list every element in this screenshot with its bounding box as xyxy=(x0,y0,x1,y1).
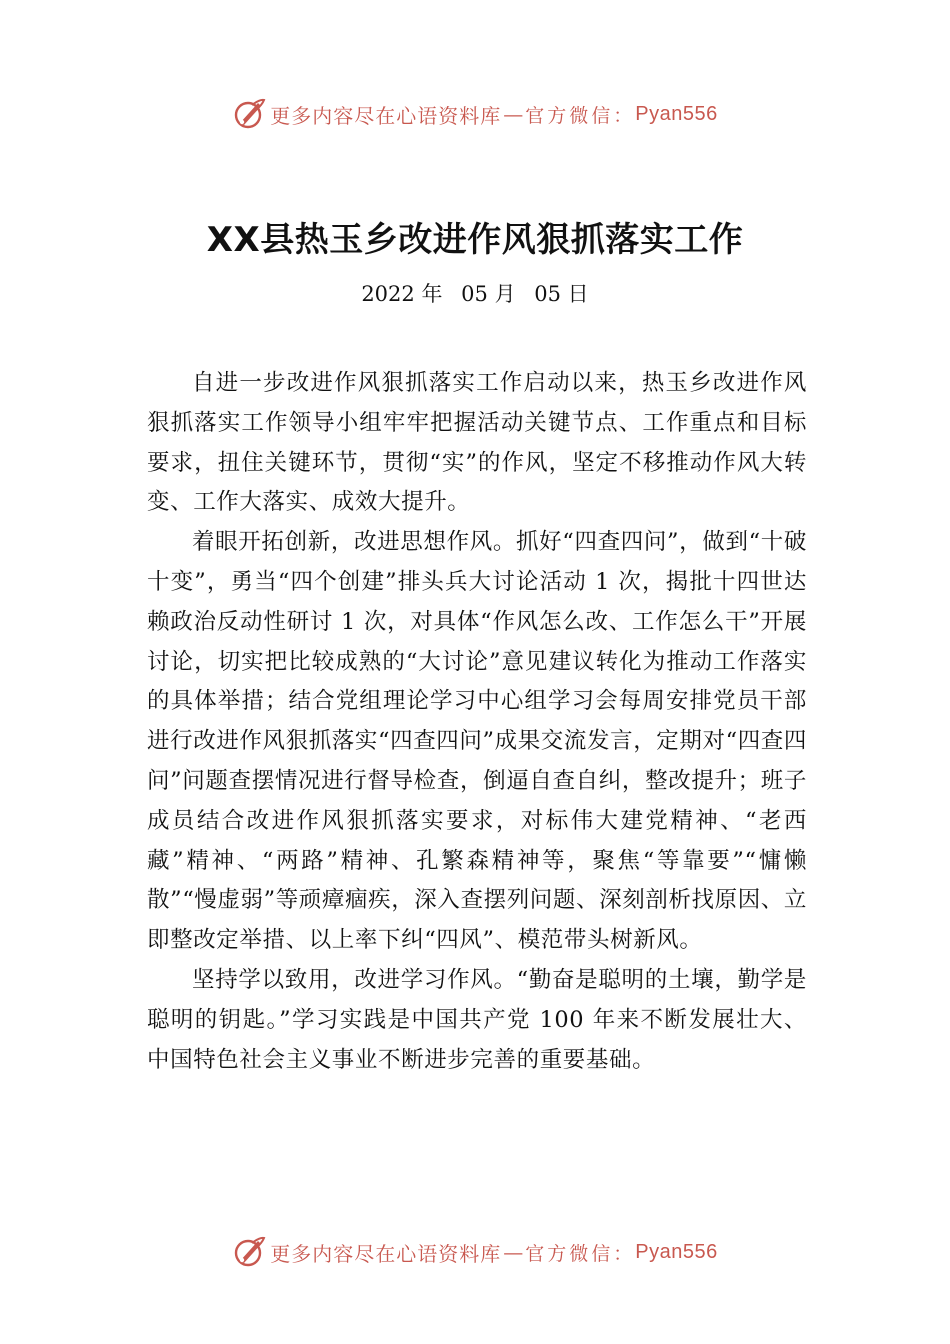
document-title: XX县热玉乡改进作风狠抓落实工作 xyxy=(206,220,744,260)
banner-separator: — xyxy=(503,1240,524,1264)
date-year: 2022 年 xyxy=(361,282,443,306)
banner-wechat-label: 官方微信： xyxy=(525,1242,636,1265)
banner-separator: — xyxy=(503,102,524,126)
date-day: 05 日 xyxy=(534,282,589,306)
date-month: 05 月 xyxy=(461,282,516,306)
quill-logo-icon xyxy=(232,97,266,131)
banner-wechat-id: Pyan556 xyxy=(635,1240,718,1263)
footer-watermark-banner xyxy=(0,1232,950,1272)
document-body xyxy=(147,364,807,1080)
banner-text: 更多内容尽在心语资料库 xyxy=(270,103,502,128)
document-date xyxy=(0,278,950,308)
quill-logo-icon xyxy=(232,1235,266,1269)
header-watermark-banner xyxy=(0,94,950,134)
body-paragraph: 自进一步改进作风狠抓落实工作启动以来，热玉乡改进作风狠抓落实工作领导小组牢牢把握活动关键节点、工作重点和目标要求，扭住关键环节，贯彻“实”的作风，坚定不移推动作风大转变、工作大落实、成效大提升。 xyxy=(147,370,807,516)
banner-text: 更多内容尽在心语资料库 xyxy=(270,1241,502,1266)
banner-wechat-id: Pyan556 xyxy=(635,102,718,125)
body-paragraph: 着眼开拓创新，改进思想作风。抓好“四查四问”，做到“十破十变”，勇当“四个创建”排头兵大讨论活动 1 次，揭批十四世达赖政治反动性研讨 1 次，对具体“作风怎么改、工作怎么干”开展讨论，切实把比较成熟的“大讨论”意见建议转化为推动工作落实的具体举措；结合党组理论学习中心组学习会每周安排党员干部进行改进作风狠抓落实“四查四问”成果交流发言，定期对“四查四问”问题查摆情况进行督导检查，倒逼自查自纠，整改提升；班子成员结合改进作风狠抓落实要求，对标伟大建党精神、“老西藏”精神、“两路”精神、孔繁森精神等，聚焦“等靠要”“慵懒散”“慢虚弱”等顽瘴痼疾，深入查摆列问题、深刻剖析找原因、立即整改定举措、以上率下纠“四风”、模范带头树新风。 xyxy=(147,529,808,954)
body-paragraph: 坚持学以致用，改进学习作风。“勤奋是聪明的土壤，勤学是聪明的钥匙。”学习实践是中国共产党 100 年来不断发展壮大、中国特色社会主义事业不断进步完善的重要基础。 xyxy=(147,966,807,1073)
banner-wechat-label: 官方微信： xyxy=(525,104,636,127)
